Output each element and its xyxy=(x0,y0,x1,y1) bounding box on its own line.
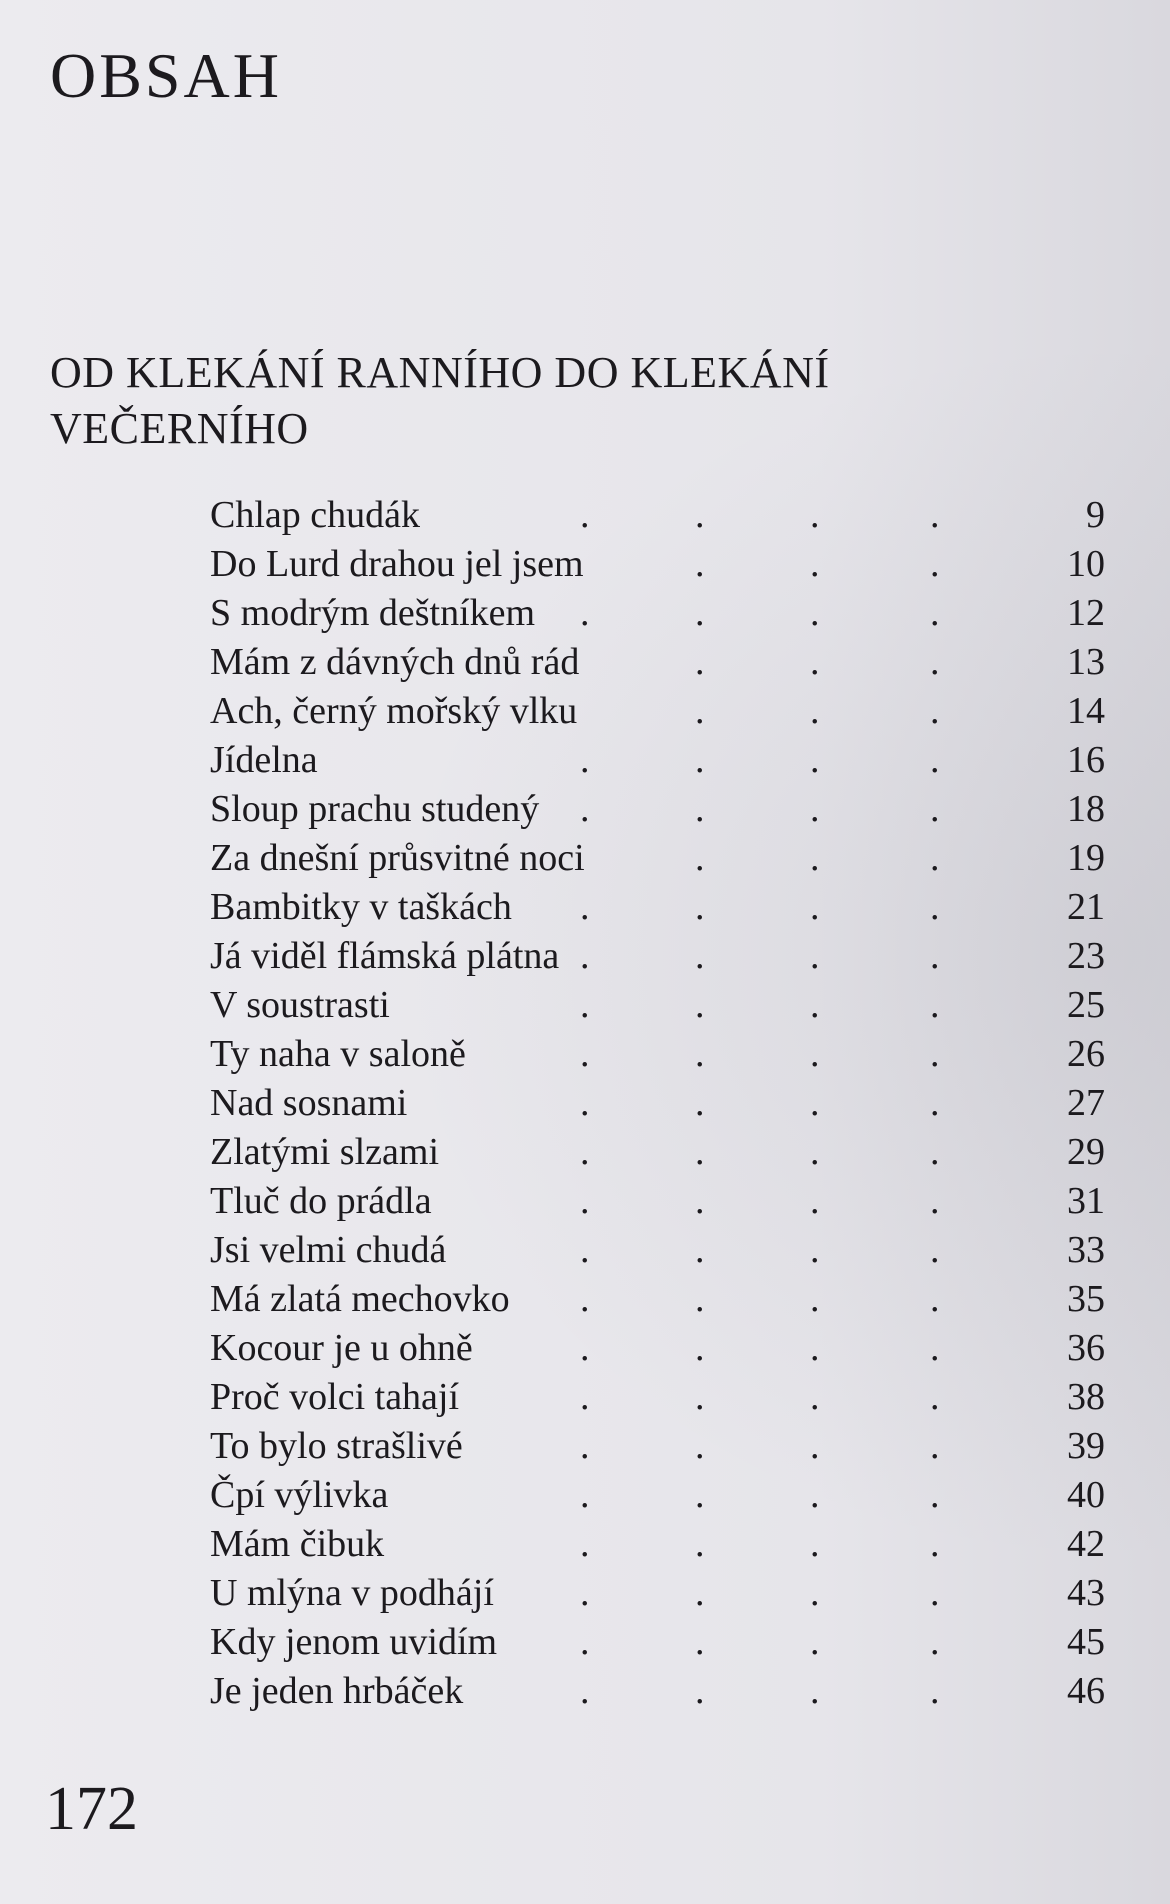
toc-entry-title: Bambitky v taškách xyxy=(210,886,512,928)
toc-entry xyxy=(210,834,1105,883)
leader-dot: . xyxy=(930,641,940,683)
toc-entry-title: Sloup prachu studený xyxy=(210,788,540,830)
leader-dot: . xyxy=(810,1670,820,1712)
leader-dot: . xyxy=(810,1082,820,1124)
toc-entry-page: 23 xyxy=(1067,935,1105,977)
toc-entry xyxy=(210,736,1105,785)
toc-entry-page: 21 xyxy=(1067,886,1105,928)
leader-dot: . xyxy=(810,1131,820,1173)
toc-entry-page: 38 xyxy=(1067,1376,1105,1418)
toc-entry xyxy=(210,1471,1105,1520)
leader-dot: . xyxy=(930,935,940,977)
toc-entry-page: 27 xyxy=(1067,1082,1105,1124)
toc-entry xyxy=(210,1275,1105,1324)
toc-entry-page: 33 xyxy=(1067,1229,1105,1271)
leader-dot: . xyxy=(810,1278,820,1320)
leader-dot: . xyxy=(810,1229,820,1271)
toc-entry-page: 43 xyxy=(1067,1572,1105,1614)
toc-entry-page: 40 xyxy=(1067,1474,1105,1516)
leader-dot: . xyxy=(580,1376,590,1418)
leader-dot: . xyxy=(580,1131,590,1173)
leader-dot: . xyxy=(580,1229,590,1271)
toc-entry xyxy=(210,1324,1105,1373)
leader-dot: . xyxy=(930,1474,940,1516)
leader-dot: . xyxy=(695,1425,705,1467)
leader-dot: . xyxy=(580,1474,590,1516)
leader-dot: . xyxy=(810,1621,820,1663)
leader-dot: . xyxy=(580,1523,590,1565)
leader-dot: . xyxy=(580,886,590,928)
leader-dot: . xyxy=(810,1033,820,1075)
leader-dot: . xyxy=(810,1180,820,1222)
toc-entry xyxy=(210,687,1105,736)
leader-dot: . xyxy=(695,935,705,977)
toc-entry-page: 46 xyxy=(1067,1670,1105,1712)
toc-entry-page: 10 xyxy=(1067,543,1105,585)
toc-entry-page: 26 xyxy=(1067,1033,1105,1075)
leader-dot: . xyxy=(930,1572,940,1614)
leader-dot: . xyxy=(695,886,705,928)
leader-dot: . xyxy=(930,984,940,1026)
leader-dot: . xyxy=(580,1278,590,1320)
leader-dot: . xyxy=(810,1523,820,1565)
leader-dot: . xyxy=(695,1229,705,1271)
leader-dot: . xyxy=(810,837,820,879)
leader-dot: . xyxy=(930,1670,940,1712)
toc-entry-title: Já viděl flámská plátna xyxy=(210,935,560,977)
leader-dot: . xyxy=(695,1180,705,1222)
leader-dot: . xyxy=(695,592,705,634)
toc-entry-page: 9 xyxy=(1086,494,1105,536)
toc-entry xyxy=(210,1030,1105,1079)
leader-dot: . xyxy=(810,788,820,830)
leader-dot: . xyxy=(695,1033,705,1075)
leader-dot: . xyxy=(930,1033,940,1075)
toc-entry xyxy=(210,1520,1105,1569)
toc-entry-title: Proč volci tahají xyxy=(210,1376,460,1418)
toc-entry xyxy=(210,1177,1105,1226)
toc-entry-page: 13 xyxy=(1067,641,1105,683)
toc-entry-page: 35 xyxy=(1067,1278,1105,1320)
toc-entry-title: Jídelna xyxy=(210,739,318,781)
leader-dot: . xyxy=(580,1033,590,1075)
leader-dot: . xyxy=(695,984,705,1026)
toc-entry-title: Kdy jenom uvidím xyxy=(210,1621,498,1663)
toc-entry xyxy=(210,1373,1105,1422)
toc-entry-title: Do Lurd drahou jel jsem xyxy=(210,543,584,585)
toc-entry xyxy=(210,1618,1105,1667)
leader-dot: . xyxy=(580,494,590,536)
toc-entry-title: Jsi velmi chudá xyxy=(210,1229,447,1271)
toc-entry-page: 16 xyxy=(1067,739,1105,781)
leader-dot: . xyxy=(580,739,590,781)
toc-entry-page: 29 xyxy=(1067,1131,1105,1173)
leader-dot: . xyxy=(810,543,820,585)
toc-entry-page: 19 xyxy=(1067,837,1105,879)
leader-dot: . xyxy=(930,1523,940,1565)
leader-dot: . xyxy=(810,935,820,977)
leader-dot: . xyxy=(695,543,705,585)
toc-entry-title: Chlap chudák xyxy=(210,494,421,536)
toc-entry-title: Čpí výlivka xyxy=(210,1474,389,1516)
toc-entry-page: 12 xyxy=(1067,592,1105,634)
leader-dot: . xyxy=(930,1621,940,1663)
leader-dot: . xyxy=(580,1670,590,1712)
toc-entry xyxy=(210,1422,1105,1471)
toc-entry xyxy=(210,638,1105,687)
leader-dot: . xyxy=(695,788,705,830)
toc-entry-title: Nad sosnami xyxy=(210,1082,408,1124)
toc-entry-title: U mlýna v podhájí xyxy=(210,1572,494,1614)
contents-heading: OBSAH xyxy=(50,40,282,111)
toc-entry-page: 39 xyxy=(1067,1425,1105,1467)
leader-dot: . xyxy=(810,1376,820,1418)
leader-dot: . xyxy=(930,788,940,830)
leader-dot: . xyxy=(810,641,820,683)
leader-dot: . xyxy=(695,690,705,732)
toc-entry xyxy=(210,589,1105,638)
leader-dot: . xyxy=(810,494,820,536)
leader-dot: . xyxy=(810,592,820,634)
toc-entry-page: 25 xyxy=(1067,984,1105,1026)
leader-dot: . xyxy=(695,1621,705,1663)
leader-dot: . xyxy=(930,1131,940,1173)
leader-dot: . xyxy=(930,1376,940,1418)
leader-dot: . xyxy=(930,837,940,879)
table-of-contents xyxy=(210,491,1105,1716)
toc-entry-title: Má zlatá mechovko xyxy=(210,1278,510,1320)
leader-dot: . xyxy=(580,984,590,1026)
toc-entry xyxy=(210,785,1105,834)
leader-dot: . xyxy=(930,1229,940,1271)
leader-dot: . xyxy=(930,1278,940,1320)
leader-dot: . xyxy=(810,1474,820,1516)
toc-entry xyxy=(210,1128,1105,1177)
toc-entry xyxy=(210,1079,1105,1128)
toc-entry xyxy=(210,1226,1105,1275)
leader-dot: . xyxy=(930,1082,940,1124)
leader-dot: . xyxy=(580,1425,590,1467)
leader-dot: . xyxy=(695,1082,705,1124)
toc-entry-page: 31 xyxy=(1067,1180,1105,1222)
leader-dot: . xyxy=(810,984,820,1026)
leader-dot: . xyxy=(580,935,590,977)
toc-entry xyxy=(210,1569,1105,1618)
leader-dot: . xyxy=(695,739,705,781)
toc-entry-page: 18 xyxy=(1067,788,1105,830)
toc-entry-title: Za dnešní průsvitné noci xyxy=(210,837,585,879)
toc-entry xyxy=(210,932,1105,981)
leader-dot: . xyxy=(930,690,940,732)
leader-dot: . xyxy=(930,592,940,634)
toc-entry-title: S modrým deštníkem xyxy=(210,592,536,634)
leader-dot: . xyxy=(930,494,940,536)
leader-dot: . xyxy=(695,837,705,879)
toc-entry-page: 45 xyxy=(1067,1621,1105,1663)
leader-dot: . xyxy=(810,690,820,732)
leader-dot: . xyxy=(810,739,820,781)
toc-entry xyxy=(210,1667,1105,1716)
toc-entry-title: Zlatými slzami xyxy=(210,1131,440,1173)
leader-dot: . xyxy=(695,1670,705,1712)
toc-entry-title: To bylo strašlivé xyxy=(210,1425,463,1467)
leader-dot: . xyxy=(695,1523,705,1565)
toc-entry xyxy=(210,981,1105,1030)
leader-dot: . xyxy=(810,1425,820,1467)
leader-dot: . xyxy=(580,1621,590,1663)
leader-dot: . xyxy=(810,886,820,928)
toc-entry-title: Mám čibuk xyxy=(210,1523,385,1565)
leader-dot: . xyxy=(695,1327,705,1369)
toc-entry-title: Kocour je u ohně xyxy=(210,1327,473,1369)
leader-dot: . xyxy=(695,1131,705,1173)
leader-dot: . xyxy=(580,1180,590,1222)
leader-dot: . xyxy=(580,788,590,830)
leader-dot: . xyxy=(695,641,705,683)
leader-dot: . xyxy=(810,1572,820,1614)
toc-entry xyxy=(210,491,1105,540)
leader-dot: . xyxy=(695,1376,705,1418)
leader-dot: . xyxy=(695,1572,705,1614)
leader-dot: . xyxy=(930,1327,940,1369)
leader-dot: . xyxy=(930,1425,940,1467)
page-number: 172 xyxy=(45,1775,138,1843)
section-title: OD KLEKÁNÍ RANNÍHO DO KLEKÁNÍ VEČERNÍHO xyxy=(50,348,830,453)
toc-entry-page: 42 xyxy=(1067,1523,1105,1565)
leader-dot: . xyxy=(930,739,940,781)
toc-entry-title: Tluč do prádla xyxy=(210,1180,432,1222)
leader-dot: . xyxy=(810,1327,820,1369)
leader-dot: . xyxy=(695,1278,705,1320)
leader-dot: . xyxy=(580,592,590,634)
leader-dot: . xyxy=(580,1327,590,1369)
toc-entry-title: V soustrasti xyxy=(210,984,390,1026)
toc-entry-page: 36 xyxy=(1067,1327,1105,1369)
toc-entry-title: Ach, černý mořský vlku xyxy=(210,690,578,732)
toc-entry-title: Mám z dávných dnů rád xyxy=(210,641,580,683)
toc-entry-title: Ty naha v saloně xyxy=(210,1033,466,1075)
toc-entry-page: 14 xyxy=(1067,690,1105,732)
leader-dot: . xyxy=(695,1474,705,1516)
toc-entry-title: Je jeden hrbáček xyxy=(210,1670,464,1712)
leader-dot: . xyxy=(930,543,940,585)
leader-dot: . xyxy=(580,1082,590,1124)
toc-entry xyxy=(210,540,1105,589)
leader-dot: . xyxy=(695,494,705,536)
toc-entry xyxy=(210,883,1105,932)
leader-dot: . xyxy=(930,1180,940,1222)
leader-dot: . xyxy=(580,1572,590,1614)
leader-dot: . xyxy=(930,886,940,928)
